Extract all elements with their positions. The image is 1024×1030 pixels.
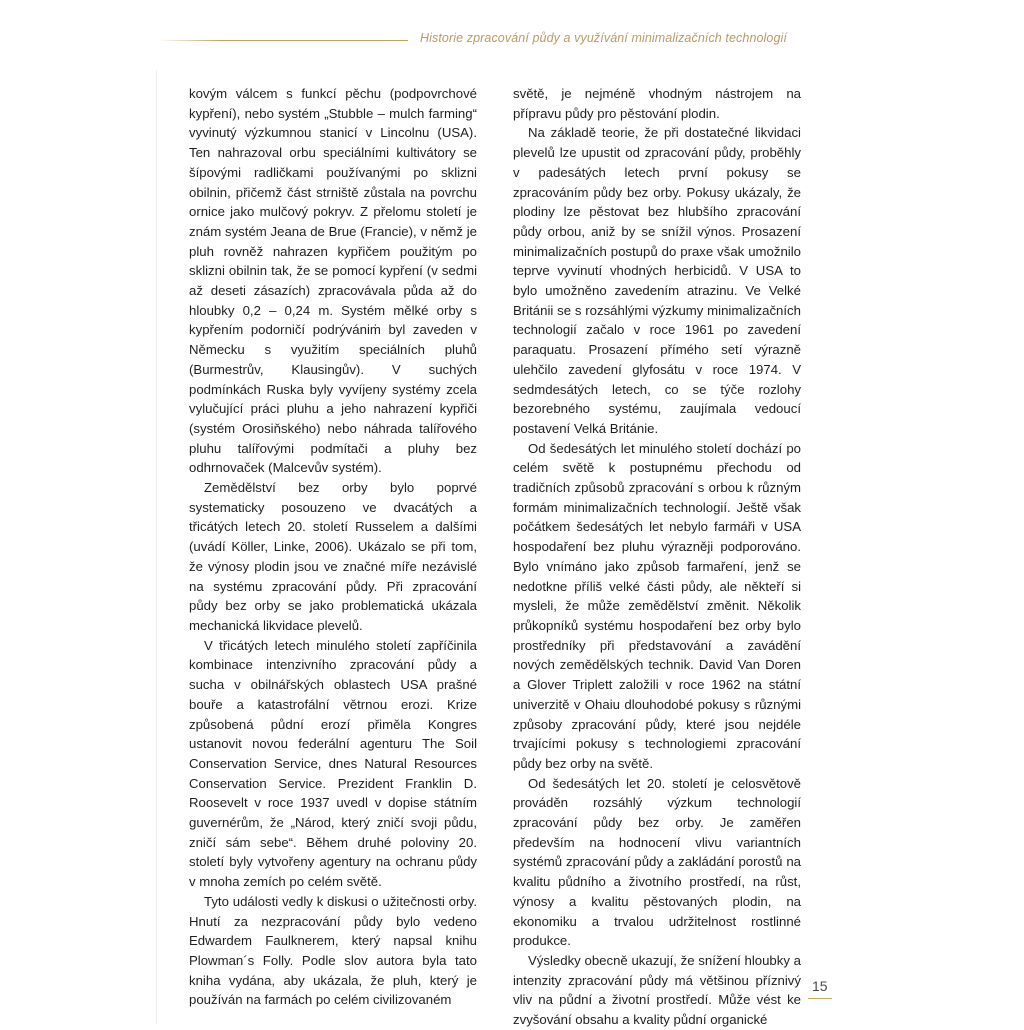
paragraph: Tyto události vedly k diskusi o užitečnosti orby. Hnutí za nezpracování půdy bylo vedeno Edwardem Faulknerem, který napsal knihu Plowman´s Folly. Podle slov autora byla tato kniha vydána, aby ukázala, že pluh, který je používán na farmách po celém civilizovaném — [189, 893, 477, 1008]
header-rule-line — [158, 40, 408, 41]
paragraph: Od šedesátých let 20. století je celosvětově prováděn rozsáhlý výzkum technologií zpracování půdy bez orby. Je zaměřen především na hodnocení vlivu variantních systémů zpracování půdy a zakládání porostů na kvalitu půdního a životního prostředí, na růst, výnosy a kvalitu pěstovaných plodin, na ekonomiku a trvalou udržitelnost rostlinné produkce. — [513, 775, 801, 949]
paragraph: Od šedesátých let minulého století dochází po celém světě k postupnému přechodu od tradičních způsobů zpracování s orbou k různým formám minimalizačních technologií. Ještě však počátkem šedesátých let nebylo farmáři v USA hospodaření bez pluhu výrazněji podporováno. Bylo vnímáno jako způsob farmaření, jenž se nedotkne příliš velké části půdy, ale někteří si mysleli, že může zemědělství změnit. Několik průkopníků systému hospodaření bez orby bylo prostředníky při představování a zavádění nových zemědělských technik. David Van Doren a Glover Triplett založili v roce 1962 na státní univerzitě v Ohaiu dlouhodobé pokusy s různými způsoby zpracování půdy, které jsou nejdéle trvajícími pokusy s technologiemi zpracování půdy bez orby na světě. — [513, 440, 801, 771]
margin-rule — [156, 70, 157, 1024]
paragraph: Zemědělství bez orby bylo poprvé systematicky posouzeno ve dvacátých a třicátých letech 20. století Russelem a dalšími (uvádí Köller, Linke, 2006). Ukázalo se při tom, že výnosy plodin jsou ve značné míře nezávislé na systému zpracování půdy. Při zpracování půdy bez orby se jako problematická ukázala mechanická likvidace plevelů. — [189, 480, 477, 633]
paragraph: kovým válcem s funkcí pěchu (podpovrchové kypření), nebo systém „Stubble – mulch farming“ vyvinutý výzkumnou stanicí v Lincolnu (USA). Ten nahrazoval orbu speciálními kultivátory se šípovými radličkami používanými po sklizni obilnin, přičemž část strniště zůstala na povrchu ornice jako mulčový pokryv. Z přelomu století je znám systém Jeana de Brue (Francie), v němž je pluh rovněž nahrazen kypřičem použitým po sklizni obilnin tak, že se pomocí kypření (v sedmi až deseti zásazích) zpracovávala půda až do hloubky 0,2 – 0,24 m. Systém mělké orby s kypřením podorničí podrývániṁ byl zaveden v Německu s využitím speciálních pluhů (Burmestrův, Klausingův). V suchých podmínkách Ruska byly vyvíjeny systémy zcela vylučující práci pluhu a jeho nahrazení kypřiči (systém Orosiňského) nebo náhrada talířového pluhu talířovými podmítači a pluhy bez odhrnovaček (Malcevův systém). — [189, 86, 477, 476]
left-text-column — [189, 84, 477, 1010]
right-text-column — [513, 84, 801, 1030]
paragraph: Na základě teorie, že při dostatečné likvidaci plevelů lze upustit od zpracování půdy, proběhly v padesátých letech první pokusy se zpracováním půdy bez orby. Pokusy ukázaly, že plodiny lze pěstovat bez hlubšího zpracování půdy orbou, aniž by se snížil výnos. Prosazení minimalizačních postupů do praxe však umožnilo teprve vyvinutí vhodných herbicidů. V USA to bylo umožněno zavedením atrazinu. Ve Velké Británii se s rozsáhlými výzkumy minimalizačních technologií začalo v roce 1961 po zavedení paraquatu. Prosazení přímého setí výrazně ulehčilo zavedení glyfosátu v roce 1974. V sedmdesátých letech, co se týče rozlohy bezorebného systému, zaujímala vedoucí postavení Velká Británie. — [513, 125, 801, 436]
page-number-underline — [808, 998, 832, 999]
page-number: 15 — [812, 978, 828, 994]
paragraph: světě, je nejméně vhodným nástrojem na přípravu půdy pro pěstování plodin. — [513, 86, 801, 121]
running-header: Historie zpracování půdy a využívání minimalizačních technologií — [420, 31, 787, 45]
paragraph: Výsledky obecně ukazují, že snížení hloubky a intenzity zpracování půdy má většinou příznivý vliv na půdní a životní prostředí. Může vést ke zvyšování obsahu a kvality půdní organické — [513, 952, 801, 1028]
paragraph: V třicátých letech minulého století zapříčinila kombinace intenzivního zpracování půdy a sucha v obilnářských oblastech USA prašné bouře a katastrofální větrnou erozi. Krize způsobená půdní erozí přiměla Kongres ustanovit novou federální agenturu The Soil Conservation Service, dnes Natural Resources Conservation Service. Prezident Franklin D. Roosevelt v roce 1937 uvedl v dopise státním guvernérům, že „Národ, který zničí svoji půdu, zničí sám sebe“. Během druhé poloviny 20. století byly vytvořeny agentury na ochranu půdy v mnoha zemích po celém světě. — [189, 637, 477, 890]
